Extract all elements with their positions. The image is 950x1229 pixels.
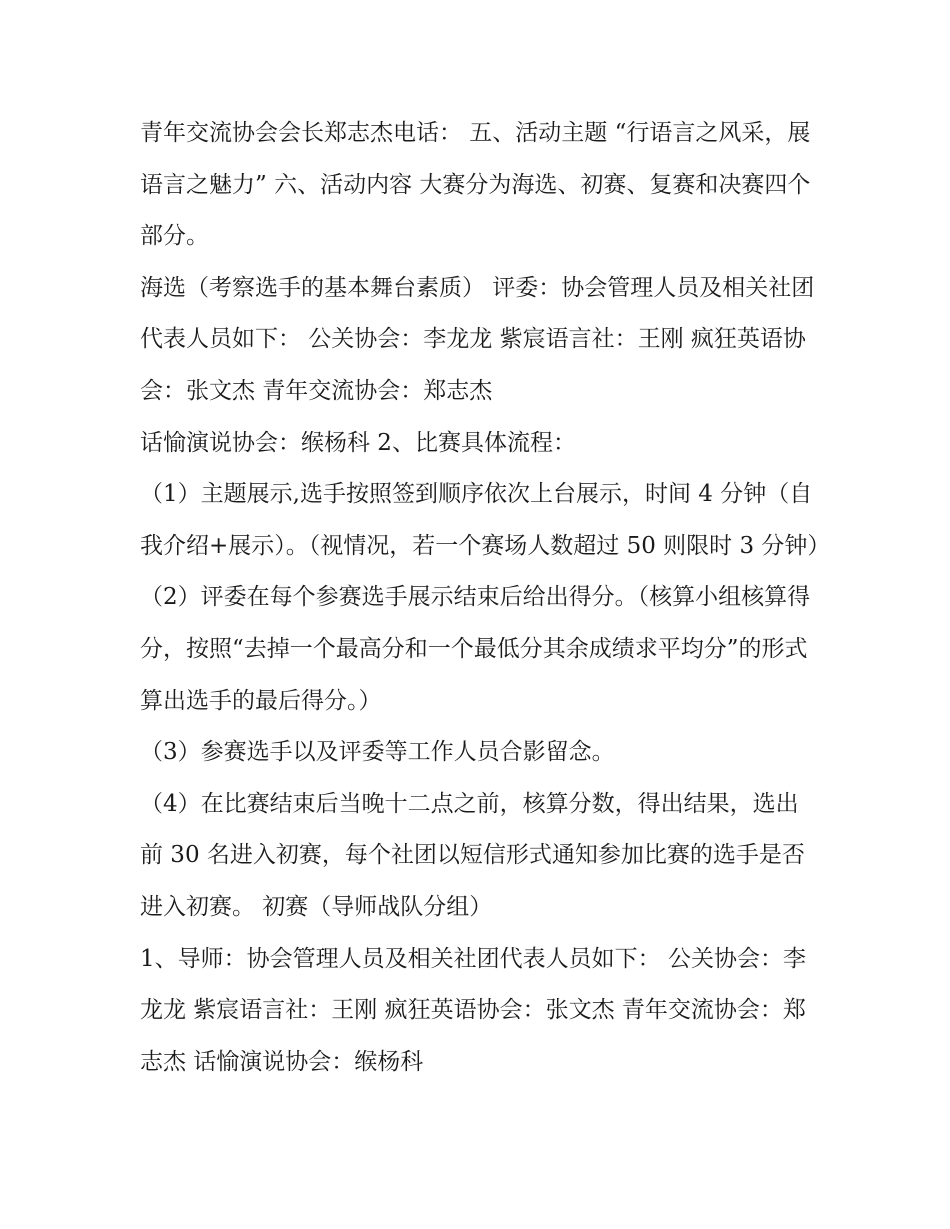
paragraph-step-3: （3）参赛选手以及评委等工作人员合影留念。 (140, 739, 615, 766)
paragraph-step-4: （4）在比赛结束后当晚十二点之前，核算分数，得出结果，选出前 30 名进入初赛，每个社团以短信形式通知参加比赛的选手是否进入初赛。 初赛（导师战队分组） (140, 790, 805, 920)
paragraph-step-2: （2）评委在每个参赛选手展示结束后给出得分。（核算小组核算得分，按照“去掉一个最高分和一个最低分其余成绩求平均分”的形式算出选手的最后得分。） (140, 584, 811, 714)
paragraph-step-1: （1）主题展示,选手按照签到顺序依次上台展示，时间 4 分钟（自我介绍+展示）。（视情况，若一个赛场人数超过 50 则限时 3 分钟） (140, 481, 831, 559)
paragraph-mentors: 1、导师：协会管理人员及相关社团代表人员如下： 公关协会：李龙龙 紫宸语言社：王刚 疯狂英语协会：张文杰 青年交流协会：郑志杰 话愉演说协会：缑杨科 (140, 945, 806, 1075)
paragraph-event-theme: 青年交流协会会长郑志杰电话： 五、活动主题 “行语言之风采，展语言之魅力” 六、活动内容 大赛分为海选、初赛、复赛和决赛四个部分。 (140, 120, 811, 250)
paragraph-audition-judges: 海选（考察选手的基本舞台素质） 评委：协会管理人员及相关社团代表人员如下： 公关协会：李龙龙 紫宸语言社：王刚 疯狂英语协会：张文杰 青年交流协会：郑志杰 (140, 274, 815, 404)
paragraph-competition-process: 话愉演说协会：缑杨科 2、比赛具体流程： (140, 429, 576, 456)
document-body (140, 108, 831, 1088)
